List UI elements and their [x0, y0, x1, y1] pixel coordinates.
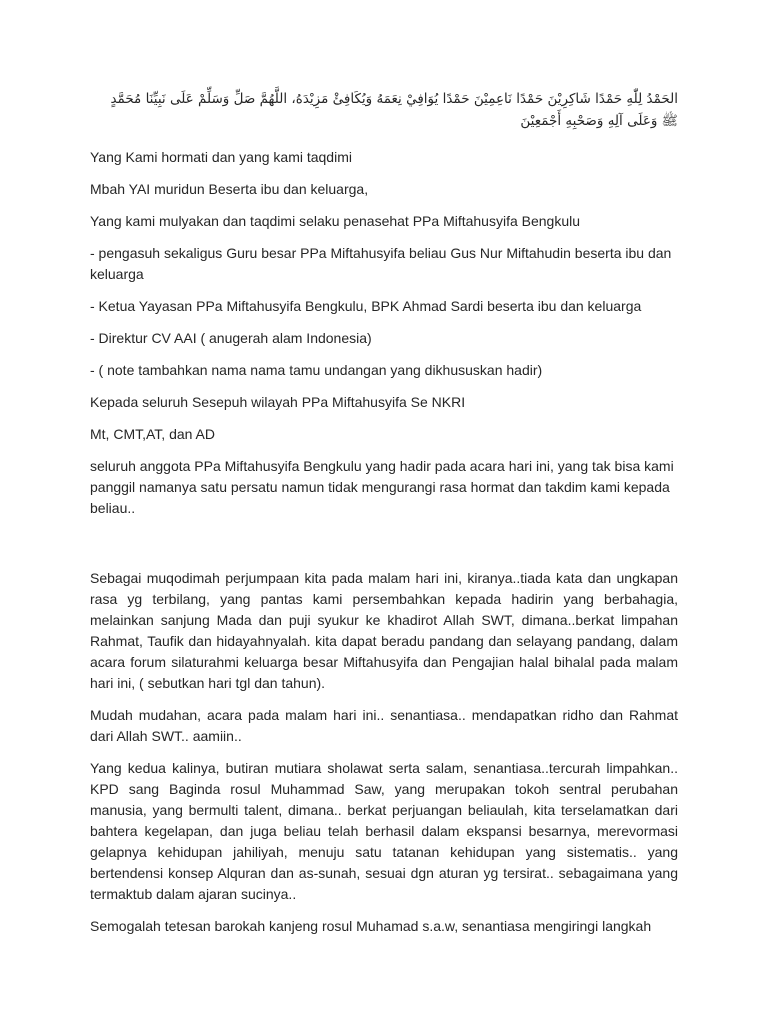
sholawat-paragraph: Yang kedua kalinya, butiran mutiara sholawat serta salam, senantiasa..tercurah limpahkan.. KPD sang Baginda rosul Muhammad Saw, yang merupakan tokoh sentral perubahan manusia, yang bermulti talent, dimana.. berkat perjuangan beliaulah, kita terselamatkan dari bahtera kegelapan, dan juga beliau telah berhasil dalam ekspansi besarnya, merevormasi gelapnya kehidupan jahiliyah, menuju satu tatanan kehidupan yang sistematis.. yang bertendensi konsep Alquran dan as-sunah, sesuai dgn aturan yg tersirat.. sebagaimana yang termaktub dalam ajaran sucinya.. [90, 760, 678, 902]
arabic-opening-prayer: الحَمْدُ لِلّٰهِ حَمْدًا شَاكِرِيْنَ حَمْدًا نَاعِمِيْنَ حَمْدًا يُوَافِيْ نِعَمَهُ وَيُكَافِئْ مَزِيْدَهُ، اللَّهُمَّ صَلِّ وَسَلِّمْ عَلَى نَبِيِّنَا مُحَمَّدٍ ﷺ وَعَلَى آلِهِ وَصَحْبِهِ أَجْمَعِيْنَ [110, 91, 678, 129]
list-item-note: - ( note tambahkan nama nama tamu undangan yang dikhususkan hadir) [90, 362, 543, 378]
list-item-pengasuh: - pengasuh sekaligus Guru besar PPa Miftahusyifa beliau Gus Nur Miftahudin beserta ibu dan keluarga [90, 245, 672, 282]
prayer-paragraph: Mudah mudahan, acara pada malam hari ini.. senantiasa.. mendapatkan ridho dan Rahmat dari Allah SWT.. aamiin.. [90, 707, 678, 744]
muqodimah-paragraph: Sebagai muqodimah perjumpaan kita pada malam hari ini, kiranya..tiada kata dan ungkapan rasa yg terbilang, yang pantas kami persembahkan kepada hadirin yang berbahagia, melainkan sanjung Mada dan puji syukur ke khadirot Allah SWT, dimana..berkat limpahan Rahmat, Taufik dan hidayahnyalah. kita dapat beradu pandang dan selayang pandang, dalam acara forum silaturahmi keluarga besar Miftahusyifa dan Pengajian halal bihalal pada malam hari ini, ( sebutkan hari tgl dan tahun). [90, 570, 678, 691]
ranks-line: Mt, CMT,AT, dan AD [90, 426, 215, 442]
paragraph-gap [90, 530, 678, 568]
elders-line: Kepada seluruh Sesepuh wilayah PPa Miftahusyifa Se NKRI [90, 394, 466, 410]
list-item-direktur: - Direktur CV AAI ( anugerah alam Indonesia) [90, 330, 372, 346]
closing-paragraph: Semogalah tetesan barokah kanjeng rosul Muhamad s.a.w, senantiasa mengiringi langkah [90, 918, 652, 934]
greeting-line: Yang Kami hormati dan yang kami taqdimi [90, 149, 352, 165]
members-paragraph: seluruh anggota PPa Miftahusyifa Bengkulu yang hadir pada acara hari ini, yang tak bisa kami panggil namanya satu persatu namun tidak mengurangi rasa hormat dan takdim kami kepada beliau.. [90, 458, 674, 516]
list-item-ketua-yayasan: - Ketua Yayasan PPa Miftahusyifa Bengkulu, BPK Ahmad Sardi beserta ibu dan keluarga [90, 298, 642, 314]
honoree-line: Mbah YAI muridun Beserta ibu dan keluarga, [90, 181, 369, 197]
advisor-line: Yang kami mulyakan dan taqdimi selaku penasehat PPa Miftahusyifa Bengkulu [90, 213, 581, 229]
